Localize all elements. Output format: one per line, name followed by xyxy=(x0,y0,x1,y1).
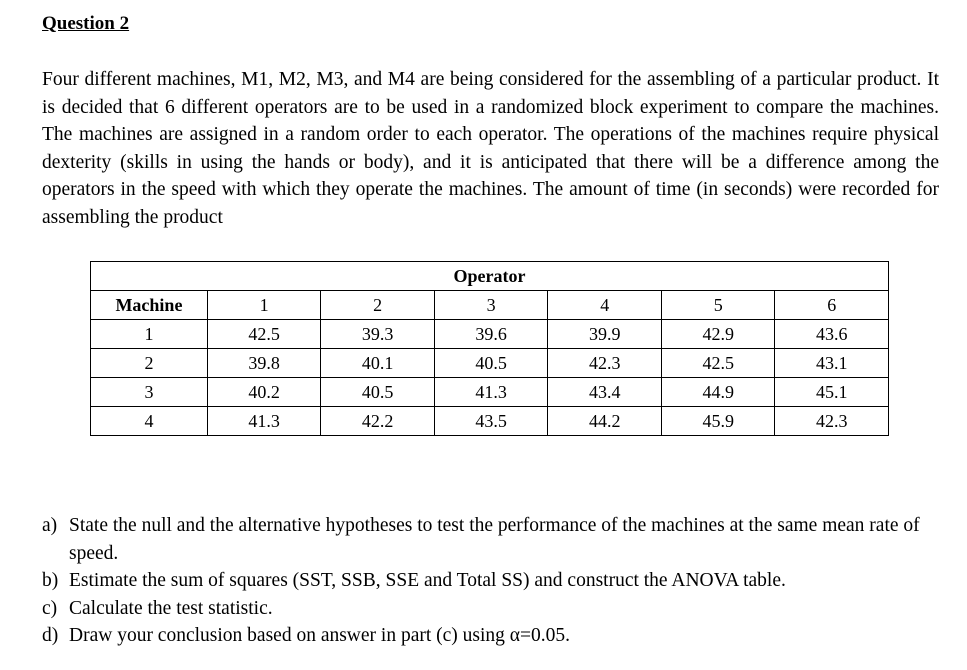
task-text: Draw your conclusion based on answer in part (c) using α=0.05. xyxy=(69,625,571,647)
table-row xyxy=(91,378,889,407)
table-cell: 39.6 xyxy=(434,320,548,349)
table-row xyxy=(91,320,889,349)
operator-header: 2 xyxy=(321,291,435,320)
operator-header: 5 xyxy=(661,291,775,320)
task-text: State the null and the alternative hypotheses to test the performance of the machines at the same mean rate of speed. xyxy=(69,515,920,564)
table-row xyxy=(91,407,889,436)
task-list xyxy=(42,512,942,650)
table-cell: 40.5 xyxy=(434,349,548,378)
table-cell: 43.6 xyxy=(775,320,889,349)
table-cell: 40.1 xyxy=(321,349,435,378)
operator-header: 4 xyxy=(548,291,662,320)
table-cell: 42.9 xyxy=(661,320,775,349)
table-cell: 43.5 xyxy=(434,407,548,436)
table-cell: 42.3 xyxy=(775,407,889,436)
table-cell: 44.9 xyxy=(661,378,775,407)
question-title: Question 2 xyxy=(42,13,130,34)
table-row xyxy=(91,349,889,378)
table-cell: 43.1 xyxy=(775,349,889,378)
machine-column-header: Machine xyxy=(91,291,208,320)
table-cell: 40.2 xyxy=(207,378,321,407)
table-cell: 41.3 xyxy=(434,378,548,407)
list-item xyxy=(42,622,942,650)
task-text: Calculate the test statistic. xyxy=(69,597,273,619)
task-label: c) xyxy=(42,597,58,619)
list-item xyxy=(42,595,942,623)
task-label: d) xyxy=(42,625,59,647)
data-table xyxy=(90,261,889,436)
machine-cell: 1 xyxy=(91,320,208,349)
machine-cell: 4 xyxy=(91,407,208,436)
intro-paragraph: Four different machines, M1, M2, M3, and M4 are being considered for the assembling of a particular product. It is decided that 6 different operators are to be used in a randomized block experiment to compare the machines. The machines are assigned in a random order to each operator. The operations of the machines require physical dexterity (skills in using the hands or body), and it is anticipated that there will be a difference among the operators in the speed with which they operate the machines. The amount of time (in seconds) were recorded for assembling the product xyxy=(42,69,939,228)
table-cell: 39.9 xyxy=(548,320,662,349)
table-header-row xyxy=(91,291,889,320)
operator-header: 1 xyxy=(207,291,321,320)
task-text: Estimate the sum of squares (SST, SSB, SSE and Total SS) and construct the ANOVA table. xyxy=(69,570,786,592)
table-cell: 44.2 xyxy=(548,407,662,436)
table-cell: 43.4 xyxy=(548,378,662,407)
list-item xyxy=(42,512,942,567)
task-label: a) xyxy=(42,515,58,536)
table-cell: 39.8 xyxy=(207,349,321,378)
list-item xyxy=(42,567,942,595)
table-cell: 40.5 xyxy=(321,378,435,407)
table-cell: 45.1 xyxy=(775,378,889,407)
operator-header: 6 xyxy=(775,291,889,320)
table-cell: 41.3 xyxy=(207,407,321,436)
table-cell: 42.2 xyxy=(321,407,435,436)
machine-cell: 3 xyxy=(91,378,208,407)
operator-header: 3 xyxy=(434,291,548,320)
task-label: b) xyxy=(42,570,59,592)
table-cell: 42.3 xyxy=(548,349,662,378)
table-cell: 39.3 xyxy=(321,320,435,349)
machine-cell: 2 xyxy=(91,349,208,378)
table-cell: 45.9 xyxy=(661,407,775,436)
table-cell: 42.5 xyxy=(661,349,775,378)
operator-group-header: Operator xyxy=(91,262,889,291)
table-cell: 42.5 xyxy=(207,320,321,349)
table-group-header-row xyxy=(91,262,889,291)
